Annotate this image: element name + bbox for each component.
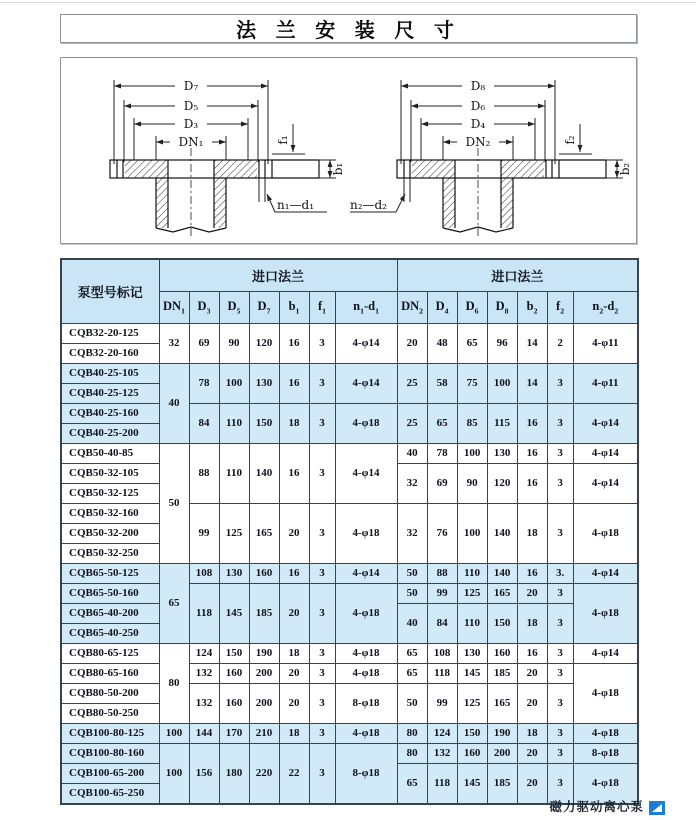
dimension-cell: 132 bbox=[189, 684, 219, 724]
dimension-cell: 190 bbox=[249, 644, 279, 664]
dimension-cell: 78 bbox=[189, 364, 219, 404]
dimension-cell: 48 bbox=[427, 324, 457, 364]
dimension-cell: 8-φ18 bbox=[573, 744, 638, 764]
pump-model-cell: CQB50-32-160 bbox=[61, 504, 159, 524]
header-pump-model: 泵型号标记 bbox=[61, 259, 159, 324]
pump-model-cell: CQB80-50-200 bbox=[61, 684, 159, 704]
pump-model-cell: CQB80-50-250 bbox=[61, 704, 159, 724]
dimension-cell: 100 bbox=[487, 364, 517, 404]
dimension-cell: 160 bbox=[457, 744, 487, 764]
table-row bbox=[61, 584, 638, 604]
flange-dimensions-table bbox=[60, 258, 639, 805]
dimension-cell: 108 bbox=[427, 644, 457, 664]
pump-model-cell: CQB100-65-200 bbox=[61, 764, 159, 784]
dimension-cell: 3. bbox=[547, 564, 573, 584]
dim-label-b2: b₂ bbox=[618, 162, 632, 175]
dimension-cell: 20 bbox=[517, 584, 547, 604]
pump-model-cell: CQB50-32-200 bbox=[61, 524, 159, 544]
dimension-cell: 110 bbox=[457, 604, 487, 644]
dimension-cell: 3 bbox=[309, 724, 335, 744]
dimension-cell: 32 bbox=[159, 324, 189, 364]
dimension-cell: 4-φ18 bbox=[573, 664, 638, 724]
dimension-cell: 50 bbox=[397, 564, 427, 584]
dimension-cell: 4-φ14 bbox=[573, 464, 638, 504]
dimension-cell: 3 bbox=[547, 764, 573, 805]
dimension-cell: 84 bbox=[189, 404, 219, 444]
header-d7: $D_7$ bbox=[249, 292, 279, 324]
dimension-cell: 144 bbox=[189, 724, 219, 744]
dimension-cell: 185 bbox=[249, 584, 279, 644]
pump-model-cell: CQB80-65-125 bbox=[61, 644, 159, 664]
table-row bbox=[61, 644, 638, 664]
pump-model-cell: CQB40-25-160 bbox=[61, 404, 159, 424]
dimension-cell: 3 bbox=[547, 584, 573, 604]
dimension-cell: 4-φ14 bbox=[335, 444, 397, 504]
dimension-cell: 3 bbox=[309, 324, 335, 364]
header-n2d2: $n_2-d_2$ bbox=[573, 292, 638, 324]
dimension-cell: 14 bbox=[517, 324, 547, 364]
dimension-cell: 90 bbox=[457, 464, 487, 504]
dimension-cell: 150 bbox=[219, 644, 249, 664]
table-row bbox=[61, 744, 638, 764]
dimension-cell: 3 bbox=[547, 744, 573, 764]
dimension-cell: 165 bbox=[487, 584, 517, 604]
pump-model-cell: CQB50-32-125 bbox=[61, 484, 159, 504]
dimension-cell: 124 bbox=[189, 644, 219, 664]
dimension-cell: 18 bbox=[517, 724, 547, 744]
dimension-cell: 65 bbox=[397, 644, 427, 664]
dimension-cell: 4-φ14 bbox=[335, 324, 397, 364]
dimension-cell: 96 bbox=[487, 324, 517, 364]
dimension-cell: 125 bbox=[457, 584, 487, 604]
dimension-cell: 200 bbox=[487, 744, 517, 764]
pump-model-cell: CQB50-32-105 bbox=[61, 464, 159, 484]
dimension-cell: 125 bbox=[219, 504, 249, 564]
dimension-cell: 160 bbox=[249, 564, 279, 584]
pump-model-cell: CQB40-25-105 bbox=[61, 364, 159, 384]
outlet-flange-drawing bbox=[348, 60, 635, 242]
dimension-cell: 99 bbox=[189, 504, 219, 564]
pump-model-cell: CQB40-25-200 bbox=[61, 424, 159, 444]
dimension-cell: 18 bbox=[279, 404, 309, 444]
dimension-cell: 4-φ18 bbox=[335, 724, 397, 744]
dim-label-b1: b₁ bbox=[331, 162, 345, 175]
dimension-cell: 65 bbox=[457, 324, 487, 364]
header-inlet-flange-group: 进口法兰 bbox=[159, 259, 397, 292]
pump-model-cell: CQB50-32-250 bbox=[61, 544, 159, 564]
table-row bbox=[61, 444, 638, 464]
dimension-cell: 145 bbox=[219, 584, 249, 644]
table-row bbox=[61, 564, 638, 584]
dimension-cell: 145 bbox=[457, 664, 487, 684]
dimension-cell: 3 bbox=[309, 644, 335, 664]
dimension-cell: 110 bbox=[457, 564, 487, 584]
header-d6: $D_6$ bbox=[457, 292, 487, 324]
header-d8: $D_8$ bbox=[487, 292, 517, 324]
dimension-cell: 100 bbox=[219, 364, 249, 404]
dimension-cell: 3 bbox=[547, 444, 573, 464]
dimension-cell: 20 bbox=[517, 664, 547, 684]
dimension-cell: 4-φ18 bbox=[335, 404, 397, 444]
dimension-cell: 4-φ14 bbox=[573, 404, 638, 444]
dimension-cell: 16 bbox=[517, 444, 547, 464]
dimension-cell: 20 bbox=[279, 504, 309, 564]
pump-model-cell: CQB100-80-125 bbox=[61, 724, 159, 744]
dimension-cell: 25 bbox=[397, 364, 427, 404]
page-top-edge bbox=[0, 2, 696, 3]
header-d3: $D_3$ bbox=[189, 292, 219, 324]
dimension-cell: 170 bbox=[219, 724, 249, 744]
dimension-cell: 3 bbox=[547, 364, 573, 404]
dimension-cell: 8-φ18 bbox=[335, 684, 397, 724]
table-row bbox=[61, 504, 638, 524]
dimension-cell: 165 bbox=[249, 504, 279, 564]
dimension-cell: 16 bbox=[279, 564, 309, 584]
dimension-cell: 69 bbox=[427, 464, 457, 504]
dimension-cell: 4-φ14 bbox=[573, 564, 638, 584]
dimension-cell: 185 bbox=[487, 764, 517, 805]
brand-footer bbox=[549, 800, 665, 820]
dimension-cell: 4-φ18 bbox=[573, 724, 638, 744]
dimension-cell: 99 bbox=[427, 584, 457, 604]
dimension-cell: 118 bbox=[189, 584, 219, 644]
dimension-cell: 4-φ14 bbox=[335, 564, 397, 584]
brand-text: 磁力驱动离心泵 bbox=[549, 800, 644, 814]
dimension-cell: 78 bbox=[427, 444, 457, 464]
pump-model-cell: CQB32-20-160 bbox=[61, 344, 159, 364]
dimension-cell: 3 bbox=[547, 724, 573, 744]
dimension-cell: 132 bbox=[189, 664, 219, 684]
dim-label-d5: D₅ bbox=[183, 98, 199, 113]
dimension-cell: 90 bbox=[219, 324, 249, 364]
dimension-cell: 140 bbox=[249, 444, 279, 504]
dimension-cell: 40 bbox=[397, 444, 427, 464]
header-n1d1: $n_1-d_1$ bbox=[335, 292, 397, 324]
dimension-cell: 20 bbox=[397, 324, 427, 364]
dimension-cell: 16 bbox=[517, 464, 547, 504]
dimension-cell: 100 bbox=[159, 724, 189, 744]
dimension-cell: 100 bbox=[457, 444, 487, 464]
dimension-cell: 3 bbox=[309, 744, 335, 805]
dimension-cell: 58 bbox=[427, 364, 457, 404]
dimension-cell: 65 bbox=[397, 664, 427, 684]
dimension-cell: 3 bbox=[309, 504, 335, 564]
dimension-cell: 20 bbox=[279, 684, 309, 724]
dimension-cell: 100 bbox=[159, 744, 189, 805]
dimension-cell: 4-φ18 bbox=[335, 504, 397, 564]
dimension-cell: 160 bbox=[487, 644, 517, 664]
dim-label-f1: f₁ bbox=[276, 134, 290, 145]
dimension-cell: 25 bbox=[397, 404, 427, 444]
dimension-cell: 65 bbox=[159, 564, 189, 644]
dim-label-f2: f₂ bbox=[563, 134, 577, 145]
dimension-cell: 130 bbox=[457, 644, 487, 664]
dimension-cell: 150 bbox=[457, 724, 487, 744]
dimension-cell: 3 bbox=[309, 684, 335, 724]
dimension-cell: 20 bbox=[517, 744, 547, 764]
pump-model-cell: CQB65-50-160 bbox=[61, 584, 159, 604]
dimension-cell: 118 bbox=[427, 664, 457, 684]
dimension-cell: 80 bbox=[159, 644, 189, 724]
header-dn1: $DN_1$ bbox=[159, 292, 189, 324]
dimension-cell: 50 bbox=[159, 444, 189, 564]
dimension-cell: 156 bbox=[189, 744, 219, 805]
dimension-cell: 120 bbox=[487, 464, 517, 504]
dimension-cell: 140 bbox=[487, 564, 517, 584]
dim-label-d4: D₄ bbox=[470, 116, 486, 131]
table-row bbox=[61, 684, 638, 704]
dimension-cell: 50 bbox=[397, 684, 427, 724]
dimension-cell: 16 bbox=[517, 564, 547, 584]
dimension-cell: 3 bbox=[547, 464, 573, 504]
dimension-cell: 3 bbox=[309, 584, 335, 644]
dimension-cell: 84 bbox=[427, 604, 457, 644]
table-body bbox=[61, 324, 638, 805]
pump-model-cell: CQB65-40-250 bbox=[61, 624, 159, 644]
dimension-cell: 220 bbox=[249, 744, 279, 805]
dimension-cell: 18 bbox=[517, 604, 547, 644]
dimension-cell: 99 bbox=[427, 684, 457, 724]
dimension-cell: 8-φ18 bbox=[335, 744, 397, 805]
dim-label-dn2: DN₂ bbox=[465, 134, 491, 149]
dimension-cell: 16 bbox=[279, 364, 309, 404]
dimension-cell: 4-φ18 bbox=[573, 504, 638, 564]
dim-label-n1d1: n₁—d₁ bbox=[277, 197, 315, 212]
pump-model-cell: CQB100-65-250 bbox=[61, 784, 159, 805]
dimension-cell: 20 bbox=[517, 764, 547, 805]
dimension-cell: 18 bbox=[279, 644, 309, 664]
pump-model-cell: CQB65-50-125 bbox=[61, 564, 159, 584]
drawing-panel bbox=[60, 57, 637, 244]
header-b2: $b_2$ bbox=[517, 292, 547, 324]
dimension-cell: 16 bbox=[279, 324, 309, 364]
dimension-cell: 75 bbox=[457, 364, 487, 404]
inlet-flange-drawing bbox=[61, 60, 348, 242]
dimension-cell: 4-φ18 bbox=[573, 584, 638, 644]
dimension-cell: 110 bbox=[219, 404, 249, 444]
dimension-cell: 69 bbox=[189, 324, 219, 364]
dimension-cell: 3 bbox=[547, 684, 573, 724]
dimension-cell: 140 bbox=[487, 504, 517, 564]
dimension-cell: 4-φ14 bbox=[573, 644, 638, 664]
dimension-cell: 2 bbox=[547, 324, 573, 364]
dimension-cell: 200 bbox=[249, 664, 279, 684]
dimension-cell: 22 bbox=[279, 744, 309, 805]
dimension-cell: 3 bbox=[547, 664, 573, 684]
dimension-cell: 14 bbox=[517, 364, 547, 404]
dimension-cell: 20 bbox=[279, 584, 309, 644]
dimension-cell: 20 bbox=[279, 664, 309, 684]
dimension-cell: 3 bbox=[309, 564, 335, 584]
table-row bbox=[61, 724, 638, 744]
dimension-cell: 4-φ18 bbox=[335, 584, 397, 644]
dim-label-d3: D₃ bbox=[183, 116, 199, 131]
header-d4: $D_4$ bbox=[427, 292, 457, 324]
dimension-cell: 4-φ18 bbox=[335, 644, 397, 664]
dimension-cell: 32 bbox=[397, 464, 427, 504]
dimension-cell: 145 bbox=[457, 764, 487, 805]
dimension-cell: 88 bbox=[427, 564, 457, 584]
dimension-cell: 16 bbox=[517, 404, 547, 444]
header-b1: $b_1$ bbox=[279, 292, 309, 324]
dimension-cell: 65 bbox=[427, 404, 457, 444]
dimension-cell: 190 bbox=[487, 724, 517, 744]
pump-model-cell: CQB50-40-85 bbox=[61, 444, 159, 464]
dimension-cell: 130 bbox=[249, 364, 279, 404]
dim-label-n2d2: n₂—d₂ bbox=[350, 197, 388, 212]
dimension-cell: 185 bbox=[487, 664, 517, 684]
dimension-cell: 16 bbox=[517, 644, 547, 664]
dimension-cell: 4-φ18 bbox=[573, 764, 638, 805]
dimension-cell: 118 bbox=[427, 764, 457, 805]
dimension-cell: 18 bbox=[279, 724, 309, 744]
header-outlet-flange-group: 进口法兰 bbox=[397, 259, 638, 292]
dimension-cell: 3 bbox=[547, 404, 573, 444]
dim-label-d7: D₇ bbox=[183, 78, 199, 93]
dimension-cell: 108 bbox=[189, 564, 219, 584]
dimension-cell: 65 bbox=[397, 764, 427, 805]
pump-model-cell: CQB80-65-160 bbox=[61, 664, 159, 684]
dimension-cell: 210 bbox=[249, 724, 279, 744]
dimension-cell: 3 bbox=[547, 644, 573, 664]
dimension-cell: 3 bbox=[309, 364, 335, 404]
dimension-cell: 88 bbox=[189, 444, 219, 504]
dimension-cell: 32 bbox=[397, 504, 427, 564]
table-row bbox=[61, 664, 638, 684]
dimension-cell: 130 bbox=[219, 564, 249, 584]
dimension-cell: 165 bbox=[487, 684, 517, 724]
dimension-cell: 40 bbox=[159, 364, 189, 444]
dimension-cell: 18 bbox=[517, 504, 547, 564]
dimension-cell: 3 bbox=[547, 604, 573, 644]
dimension-cell: 115 bbox=[487, 404, 517, 444]
dimension-cell: 3 bbox=[309, 664, 335, 684]
dimension-cell: 125 bbox=[457, 684, 487, 724]
dimension-cell: 85 bbox=[457, 404, 487, 444]
dimension-cell: 100 bbox=[457, 504, 487, 564]
dimension-cell: 3 bbox=[547, 504, 573, 564]
dimension-cell: 50 bbox=[397, 584, 427, 604]
dimension-cell: 150 bbox=[487, 604, 517, 644]
header-d5: $D_5$ bbox=[219, 292, 249, 324]
dimension-table-wrap bbox=[60, 258, 639, 805]
dimension-cell: 4-φ11 bbox=[573, 364, 638, 404]
dimension-cell: 20 bbox=[517, 684, 547, 724]
title-box bbox=[60, 14, 637, 43]
dimension-cell: 124 bbox=[427, 724, 457, 744]
dim-label-d8: D₈ bbox=[470, 78, 486, 93]
dimension-cell: 200 bbox=[249, 684, 279, 724]
dimension-cell: 40 bbox=[397, 604, 427, 644]
dimension-cell: 160 bbox=[219, 664, 249, 684]
page-title: 法 兰 安 装 尺 寸 bbox=[236, 20, 461, 42]
dimension-cell: 4-φ14 bbox=[335, 364, 397, 404]
dimension-cell: 80 bbox=[397, 744, 427, 764]
table-row bbox=[61, 324, 638, 344]
dimension-cell: 80 bbox=[397, 724, 427, 744]
pump-model-cell: CQB40-25-125 bbox=[61, 384, 159, 404]
header-f2: $f_2$ bbox=[547, 292, 573, 324]
dimension-cell: 4-φ14 bbox=[573, 444, 638, 464]
dimension-cell: 160 bbox=[219, 684, 249, 724]
dimension-cell: 4-φ11 bbox=[573, 324, 638, 364]
dimension-cell: 3 bbox=[309, 404, 335, 444]
dim-label-dn1: DN₁ bbox=[178, 134, 204, 149]
dimension-cell: 76 bbox=[427, 504, 457, 564]
table-row bbox=[61, 404, 638, 424]
dimension-cell: 110 bbox=[219, 444, 249, 504]
dimension-cell: 150 bbox=[249, 404, 279, 444]
dimension-cell: 3 bbox=[309, 444, 335, 504]
dimension-cell: 130 bbox=[487, 444, 517, 464]
dimension-cell: 180 bbox=[219, 744, 249, 805]
table-row bbox=[61, 364, 638, 384]
pump-model-cell: CQB32-20-125 bbox=[61, 324, 159, 344]
header-dn2: $DN_2$ bbox=[397, 292, 427, 324]
dim-label-d6: D₆ bbox=[470, 98, 486, 113]
dimension-cell: 4-φ18 bbox=[335, 664, 397, 684]
dimension-cell: 132 bbox=[427, 744, 457, 764]
header-f1: $f_1$ bbox=[309, 292, 335, 324]
dimension-cell: 16 bbox=[279, 444, 309, 504]
pump-model-cell: CQB100-80-160 bbox=[61, 744, 159, 764]
pump-model-cell: CQB65-40-200 bbox=[61, 604, 159, 624]
dimension-cell: 120 bbox=[249, 324, 279, 364]
